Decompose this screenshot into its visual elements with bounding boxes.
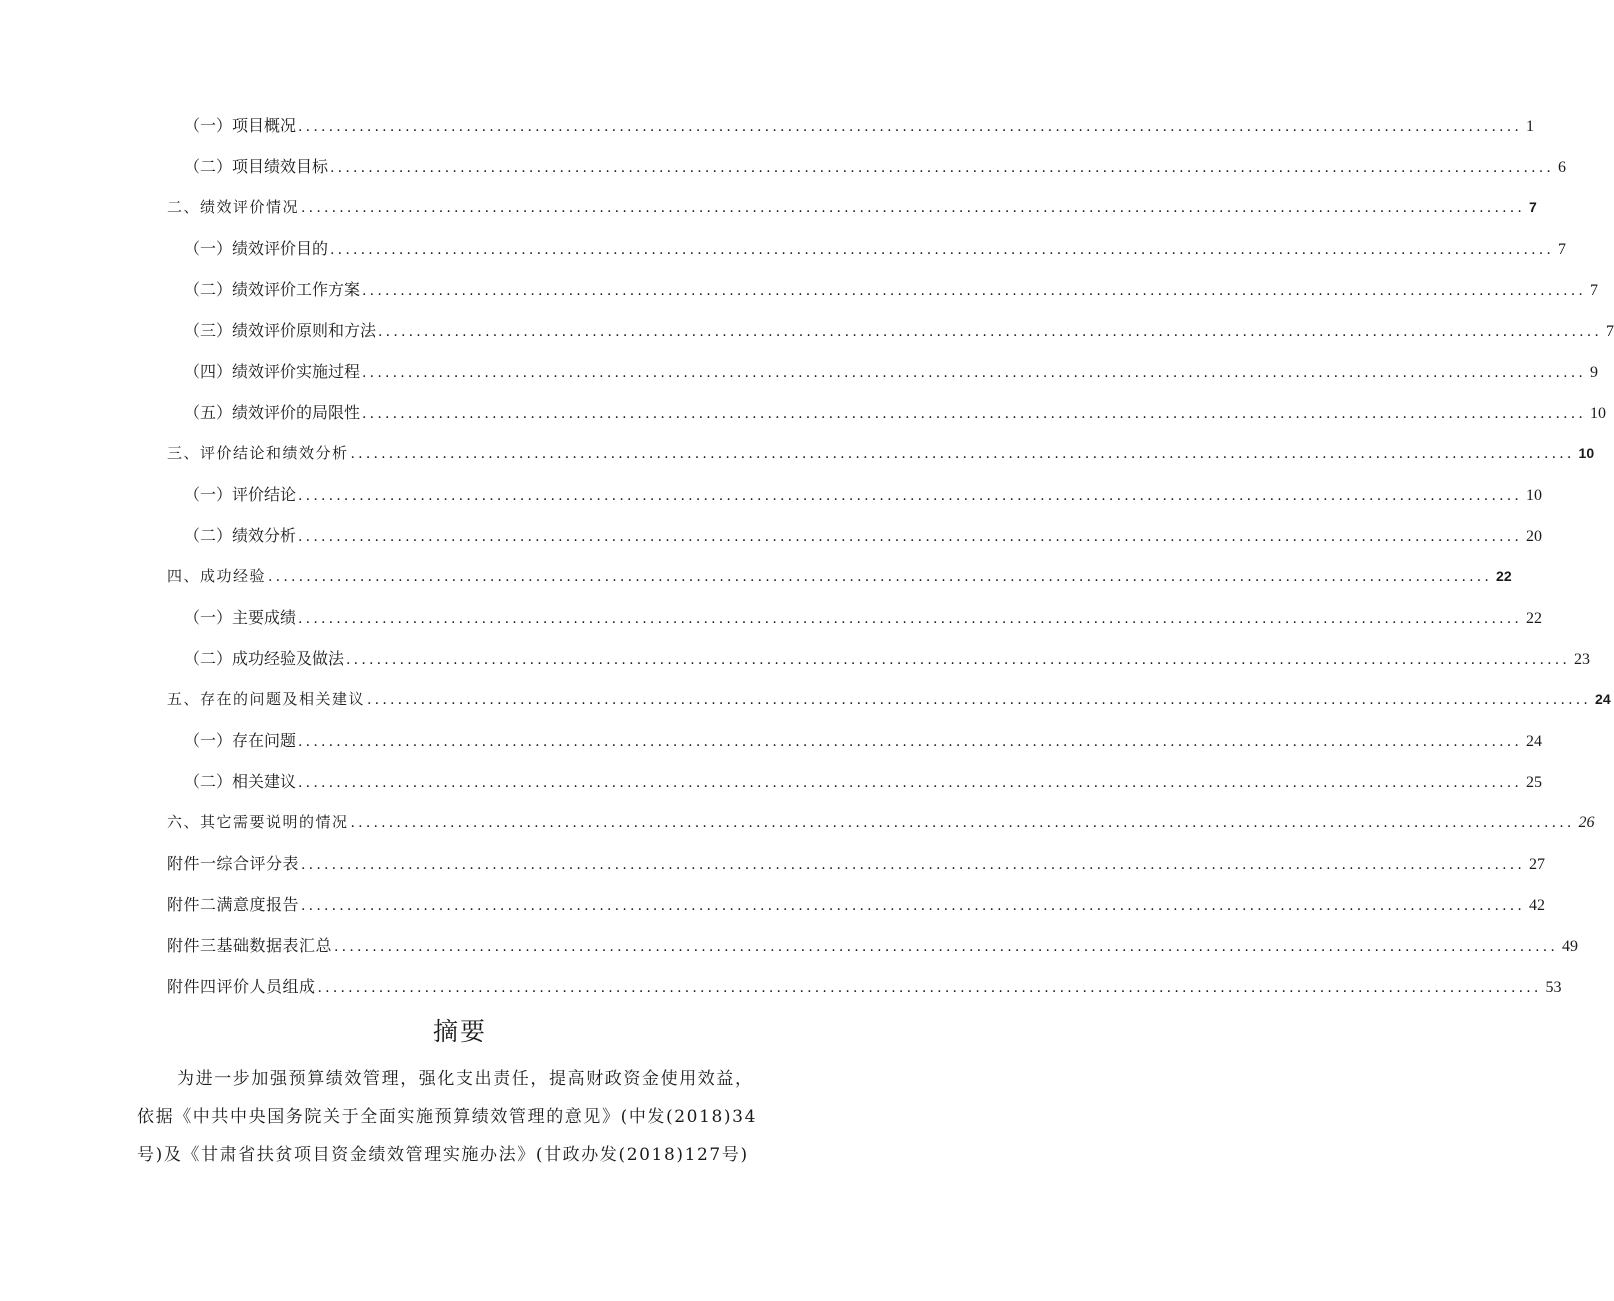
toc-entry-page: 27	[1529, 856, 1546, 873]
toc-leader-dots: ................................................................................................................................................................	[301, 898, 1526, 914]
toc-leader-dots: ................................................................................................................................................................	[378, 324, 1603, 340]
toc-entry-label: 四、成功经验	[167, 567, 267, 585]
toc-leader-dots: ................................................................................................................................................................	[362, 283, 1587, 299]
toc-leader-dots: ................................................................................................................................................................	[350, 815, 1575, 831]
toc-entry[interactable]	[167, 310, 1614, 351]
toc-leader-dots: ................................................................................................................................................................	[317, 980, 1542, 996]
abstract-title: 摘要	[432, 1017, 487, 1046]
toc-entry[interactable]	[167, 392, 1607, 433]
toc-entry[interactable]	[167, 720, 1543, 761]
toc-entry[interactable]	[167, 638, 1591, 679]
toc-entry-page: 49	[1562, 938, 1579, 955]
toc-entry[interactable]	[167, 474, 1543, 515]
toc-entry[interactable]	[167, 679, 1611, 720]
toc-entry-page: 9	[1590, 364, 1599, 381]
toc-entry-page: 24	[1595, 691, 1611, 707]
toc-entry-page: 6	[1558, 159, 1567, 176]
toc-leader-dots: ................................................................................................................................................................	[330, 242, 1555, 258]
toc-entry-page: 7	[1529, 199, 1537, 215]
toc-leader-dots: ................................................................................................................................................................	[298, 775, 1523, 791]
toc-entry[interactable]	[167, 843, 1546, 884]
toc-entry-label: （二）成功经验及做法	[184, 649, 345, 668]
toc-entry-page: 20	[1526, 528, 1543, 545]
toc-leader-dots: ................................................................................................................................................................	[330, 160, 1555, 176]
toc-leader-dots: ................................................................................................................................................................	[362, 406, 1587, 422]
toc-entry[interactable]	[167, 269, 1599, 310]
toc-entry-page: 7	[1558, 241, 1567, 258]
toc-entry-label: （一）存在问题	[184, 731, 297, 750]
toc-entry-page: 26	[1578, 814, 1595, 831]
toc-leader-dots: ................................................................................................................................................................	[298, 529, 1523, 545]
toc-entry-label: 二、绩效评价情况	[167, 198, 300, 216]
toc-leader-dots: ................................................................................................................................................................	[362, 365, 1587, 381]
toc-entry[interactable]	[167, 884, 1546, 925]
toc-entry[interactable]	[167, 597, 1543, 638]
toc-entry-label: 六、其它需要说明的情况	[167, 813, 349, 831]
toc-entry-label: （一）绩效评价目的	[184, 239, 329, 258]
abstract-line: 为进一步加强预算绩效管理，强化支出责任，提高财政资金使用效益，	[177, 1069, 754, 1089]
toc-entry-label: （一）主要成绩	[184, 608, 297, 627]
toc-leader-dots: ................................................................................................................................................................	[350, 446, 1575, 462]
toc-entry-label: 五、存在的问题及相关建议	[167, 690, 366, 708]
toc-entry-page: 42	[1529, 897, 1546, 914]
toc-entry-label: （二）绩效评价工作方案	[184, 280, 361, 299]
abstract-line: 依据《中共中央国务院关于全面实施预算绩效管理的意见》(中发(2018)34	[137, 1107, 757, 1127]
toc-entry[interactable]	[167, 187, 1537, 228]
abstract-line: 号)及《甘肃省扶贫项目资金绩效管理实施办法》(甘政办发(2018)127号)	[137, 1145, 749, 1165]
toc-entry-label: 附件二满意度报告	[167, 895, 300, 914]
toc-entry-page: 22	[1496, 568, 1512, 584]
toc-entry-page: 23	[1574, 651, 1591, 668]
toc-entry[interactable]	[167, 515, 1543, 556]
toc-entry-label: 附件一综合评分表	[167, 854, 300, 873]
toc-entry[interactable]	[167, 556, 1512, 597]
toc-entry-page: 53	[1545, 979, 1562, 996]
toc-entry-page: 10	[1578, 445, 1595, 461]
toc-leader-dots: ................................................................................................................................................................	[298, 734, 1523, 750]
toc-entry[interactable]	[167, 761, 1543, 802]
toc-entry-label: 三、评价结论和绩效分析	[167, 444, 349, 462]
toc-entry-label: （五）绩效评价的局限性	[184, 403, 361, 422]
toc-entry-page: 25	[1526, 774, 1543, 791]
toc-entry[interactable]	[167, 146, 1567, 187]
toc-leader-dots: ................................................................................................................................................................	[268, 569, 1493, 585]
toc-entry-page: 7	[1590, 282, 1599, 299]
abstract-body	[137, 1060, 787, 1174]
toc-entry-label: （一）项目概况	[184, 116, 297, 135]
toc-entry[interactable]	[167, 802, 1595, 843]
toc-entry-page: 22	[1526, 610, 1543, 627]
toc-entry-label: （二）项目绩效目标	[184, 157, 329, 176]
toc-entry[interactable]	[167, 433, 1595, 474]
toc-leader-dots: ................................................................................................................................................................	[334, 939, 1559, 955]
toc-entry-page: 10	[1526, 487, 1543, 504]
toc-entry-page: 10	[1590, 405, 1607, 422]
toc-entry[interactable]	[167, 925, 1579, 966]
toc-entry-label: （三）绩效评价原则和方法	[184, 321, 377, 340]
toc-entry-page: 1	[1526, 118, 1535, 135]
toc-leader-dots: ................................................................................................................................................................	[298, 488, 1523, 504]
toc-leader-dots: ................................................................................................................................................................	[367, 692, 1592, 708]
toc-entry-label: 附件三基础数据表汇总	[167, 936, 333, 955]
toc-leader-dots: ................................................................................................................................................................	[346, 652, 1571, 668]
table-of-contents	[167, 105, 1614, 1007]
toc-leader-dots: ................................................................................................................................................................	[301, 200, 1526, 216]
toc-entry-label: （一）评价结论	[184, 485, 297, 504]
toc-entry-label: 附件四评价人员组成	[167, 977, 316, 996]
toc-entry[interactable]	[167, 351, 1599, 392]
toc-entry[interactable]	[167, 105, 1535, 146]
toc-entry[interactable]	[167, 228, 1567, 269]
toc-entry-label: （二）绩效分析	[184, 526, 297, 545]
toc-entry[interactable]	[167, 966, 1562, 1007]
toc-entry-label: （二）相关建议	[184, 772, 297, 791]
toc-leader-dots: ................................................................................................................................................................	[298, 119, 1523, 135]
toc-entry-page: 24	[1526, 733, 1543, 750]
toc-entry-label: （四）绩效评价实施过程	[184, 362, 361, 381]
toc-leader-dots: ................................................................................................................................................................	[298, 611, 1523, 627]
toc-entry-page: 7	[1606, 323, 1614, 340]
toc-leader-dots: ................................................................................................................................................................	[301, 857, 1526, 873]
